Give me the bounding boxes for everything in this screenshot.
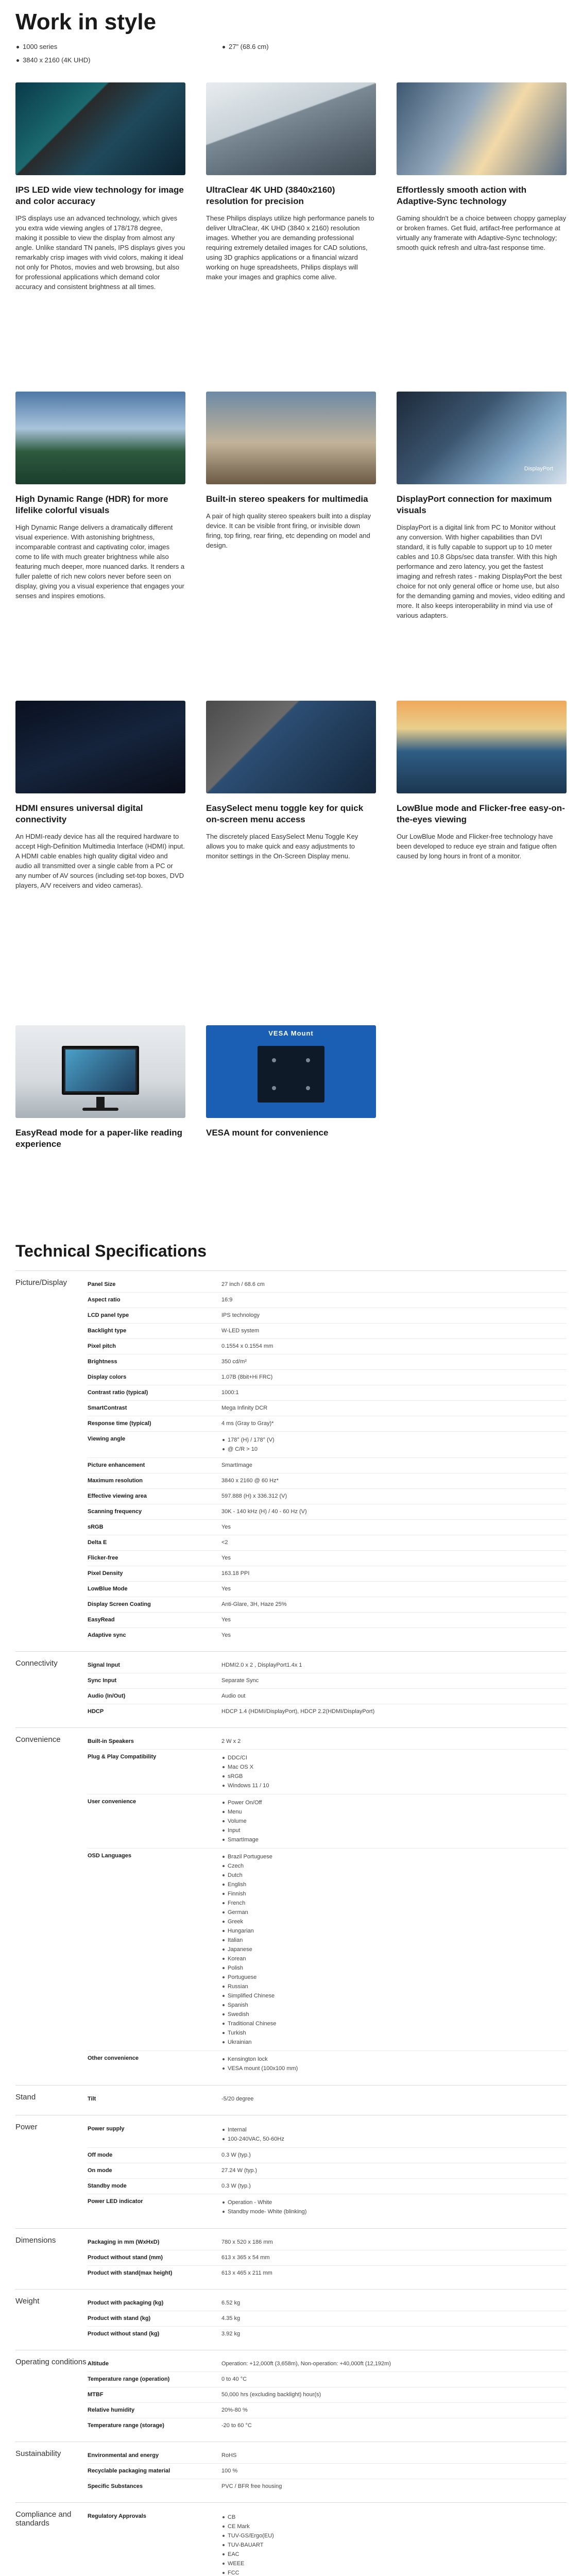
- vesa-image-label: VESA Mount: [268, 1029, 314, 1037]
- feature-description: IPS displays use an advanced technology, which gives you extra wide viewing angles of 178/178 degree, making it possible to view the display from almost any angle. Unlike standard TN panels, IPS displays gives you remarkably crisp images with vivid colors, making it ideal not only for Photos, movies and web browsing, but also for professional applications which demand color accuracy and consistent brightness at all times.: [15, 214, 185, 291]
- spec-row: [88, 1535, 567, 1550]
- spec-key: Adaptive sync: [88, 1632, 126, 1638]
- feature-image-speakers: [206, 392, 376, 484]
- spec-sections: [15, 1271, 567, 2576]
- spec-key: MTBF: [88, 2392, 104, 2398]
- spec-key: EasyRead: [88, 1617, 115, 1623]
- spec-section: [15, 2350, 567, 2442]
- spec-row: [88, 1597, 567, 1612]
- spec-row: [88, 2402, 567, 2418]
- spec-rows: [88, 2357, 567, 2433]
- spec-key: Other convenience: [88, 2055, 139, 2061]
- feature-title: HDMI ensures universal digital connectivity: [15, 803, 143, 824]
- feature-title: High Dynamic Range (HDR) for more lifelike colorful visuals: [15, 494, 168, 515]
- spec-key: Signal Input: [88, 1662, 120, 1668]
- spec-value-item: Finnish: [221, 1889, 567, 1899]
- feature-image-ips: [15, 82, 185, 175]
- spec-value-item: Input: [221, 1826, 567, 1835]
- spec-value-item: Standby mode- White (blinking): [221, 2207, 567, 2216]
- spec-value: [221, 1794, 567, 1848]
- spec-row: [88, 1338, 567, 1354]
- feature-description: Gaming shouldn't be a choice between choppy gameplay or broken frames. Get fluid, artifact-free performance at virtually any framerate with Adaptive-Sync technology; smooth quick refresh and ultra-fast response time.: [397, 214, 567, 251]
- spec-section: [15, 2290, 567, 2350]
- feature-card: [397, 392, 567, 701]
- spec-row: [88, 2387, 567, 2402]
- feature-description: High Dynamic Range delivers a dramatically different visual experience. With astonishing brightness, incomparable contrast and captivating color, images come to life with much greater brightness while also featuring much deeper, more nuanced darks. It renders a fuller palette of rich new colors never before seen on display, giving you a visual experience that engages your senses and inspires emotions.: [15, 523, 185, 600]
- spec-row: [88, 1612, 567, 1628]
- spec-row: [88, 1673, 567, 1688]
- vesa-plate-icon: [258, 1046, 324, 1103]
- spec-value: 3.92 kg: [221, 2331, 241, 2337]
- spec-key: Display colors: [88, 1374, 127, 1380]
- feature-image-displayport: [397, 392, 567, 484]
- spec-value: 0.3 W (typ.): [221, 2152, 251, 2158]
- spec-key: Product with packaging (kg): [88, 2300, 164, 2306]
- spec-key: Recyclable packaging material: [88, 2468, 170, 2474]
- feature-card: [15, 1025, 185, 1221]
- feature-card: [15, 701, 185, 1010]
- spec-value-item: Czech: [221, 1861, 567, 1871]
- feature-grid: [15, 82, 567, 1010]
- spec-key: Off mode: [88, 2152, 113, 2158]
- spec-row: [88, 1431, 567, 1458]
- spec-key: Contrast ratio (typical): [88, 1389, 148, 1396]
- spec-value-item: Ukrainian: [221, 2038, 567, 2047]
- spec-value-item: sRGB: [221, 1772, 567, 1781]
- spec-row: [88, 1581, 567, 1597]
- spec-row: [88, 2311, 567, 2326]
- bullet-size: 27" (68.6 cm): [221, 40, 427, 54]
- spec-rows: [88, 1658, 567, 1719]
- spec-key: Flicker-free: [88, 1555, 118, 1561]
- spec-row: [88, 1354, 567, 1369]
- spec-key: Packaging in mm (WxHxD): [88, 2239, 160, 2245]
- spec-value: PVC / BFR free housing: [221, 2483, 282, 2489]
- spec-value: Yes: [221, 1524, 231, 1530]
- spec-section-name: Power: [15, 2123, 38, 2131]
- spec-key: LCD panel type: [88, 1312, 129, 1318]
- spec-value: Mega Infinity DCR: [221, 1405, 268, 1411]
- spec-value: Separate Sync: [221, 1677, 259, 1684]
- spec-row: [88, 1734, 567, 1749]
- spec-value: 613 x 465 x 211 mm: [221, 2270, 272, 2276]
- spec-value: RoHS: [221, 2452, 237, 2459]
- spec-value-item: SmartImage: [221, 1835, 567, 1844]
- spec-key: Panel Size: [88, 1281, 116, 1287]
- spec-section: [15, 2503, 567, 2576]
- feature-image-easyread: [15, 1025, 185, 1118]
- feature-description: DisplayPort is a digital link from PC to Monitor without any conversion. With higher capabilities than DVI standard, it is fully capable to support up to 10 meter cables and 10.8 Gbps/sec data transfer. With this high performance and zero latency, you get the fastest imaging and refresh rates - making DisplayPort the best choice for not only general office or home use, but also for the demanding gaming and movies, video editing and more. It also keeps interoperability in mind via use of various adapters.: [397, 523, 565, 619]
- spec-key: Display Screen Coating: [88, 1601, 151, 1607]
- spec-value: 27 inch / 68.6 cm: [221, 1281, 265, 1287]
- spec-value-item: FCC: [221, 2568, 567, 2576]
- spec-key: Maximum resolution: [88, 1478, 143, 1484]
- feature-card: [206, 392, 376, 701]
- spec-value-item: Dutch: [221, 1871, 567, 1880]
- spec-section: [15, 1652, 567, 1728]
- feature-card: [15, 392, 185, 701]
- feature-image-vesa: [206, 1025, 376, 1118]
- spec-row: [88, 2163, 567, 2178]
- spec-row: [88, 2194, 567, 2220]
- spec-row: [88, 2326, 567, 2342]
- spec-value: Yes: [221, 1555, 231, 1561]
- spec-value: 50,000 hrs (excluding backlight) hour(s): [221, 2392, 321, 2398]
- spec-value-item: Operation - White: [221, 2198, 567, 2207]
- spec-key: Product with stand (kg): [88, 2315, 151, 2321]
- spec-row: [88, 2250, 567, 2265]
- spec-section: [15, 2442, 567, 2503]
- spec-row: [88, 1277, 567, 1292]
- monitor-icon: [62, 1046, 139, 1095]
- spec-value-item: VESA mount (100x100 mm): [221, 2064, 567, 2073]
- spec-section: [15, 2115, 567, 2229]
- spec-value: Audio out: [221, 1693, 246, 1699]
- spec-value: 613 x 365 x 54 mm: [221, 2255, 270, 2261]
- feature-image-4k: [206, 82, 376, 175]
- feature-description: A pair of high quality stereo speakers built into a display device. It can be visible front firing, or invisible down firing, top firing, rear firing, etc depending on model and design.: [206, 512, 371, 549]
- spec-value: HDCP 1.4 (HDMI/DisplayPort), HDCP 2.2(HDMI/DisplayPort): [221, 1708, 375, 1715]
- feature-description: An HDMI-ready device has all the required hardware to accept High-Definition Multimedia Interface (HDMI) input. A HDMI cable enables high quality digital video and audio all transmitted over a single cable from a PC or any number of AV sources (including set-top boxes, DVD players, A/V receivers and video cameras).: [15, 833, 185, 889]
- spec-value: [221, 2509, 567, 2576]
- spec-value: [221, 1849, 567, 2050]
- spec-value: 4 ms (Gray to Gray)*: [221, 1420, 274, 1427]
- spec-value-item: TUV-BAUART: [221, 2540, 567, 2550]
- spec-key: Scanning frequency: [88, 1509, 142, 1515]
- spec-section-name: Operating conditions: [15, 2358, 87, 2366]
- spec-rows: [88, 2122, 567, 2220]
- feature-card: [206, 82, 376, 392]
- spec-rows: [88, 1734, 567, 2077]
- spec-key: Viewing angle: [88, 1436, 126, 1442]
- spec-row: [88, 2357, 567, 2371]
- spec-key: Specific Substances: [88, 2483, 143, 2489]
- spec-value-item: WEEE: [221, 2559, 567, 2568]
- feature-title: DisplayPort connection for maximum visuals: [397, 494, 552, 515]
- spec-key: Picture enhancement: [88, 1462, 145, 1468]
- spec-value: 597.888 (H) x 336.312 (V): [221, 1493, 287, 1499]
- spec-row: [88, 2296, 567, 2311]
- bullet-series: 1000 series: [15, 40, 221, 54]
- spec-key: Built-in Speakers: [88, 1738, 134, 1744]
- feature-title: EasySelect menu toggle key for quick on-screen menu access: [206, 803, 364, 824]
- bullet-resolution: 3840 x 2160 (4K UHD): [15, 54, 221, 67]
- spec-key: Relative humidity: [88, 2407, 135, 2413]
- spec-key: Brightness: [88, 1359, 117, 1365]
- feature-title: VESA mount for convenience: [206, 1128, 329, 1138]
- spec-row: [88, 1292, 567, 1308]
- spec-key: Audio (In/Out): [88, 1693, 126, 1699]
- feature-title: Built-in stereo speakers for multimedia: [206, 494, 368, 504]
- feature-image-adaptive-sync: [397, 82, 567, 175]
- spec-value-item: Russian: [221, 1982, 567, 1991]
- section-title-work-in-style: Work in style: [15, 9, 157, 35]
- spec-value-item: @ C/R > 10: [221, 1445, 567, 1454]
- spec-row: [88, 2265, 567, 2281]
- spec-value-item: Kensington lock: [221, 2055, 567, 2064]
- spec-key: Product without stand (mm): [88, 2255, 163, 2261]
- spec-value: 0 to 40 °C: [221, 2376, 247, 2382]
- spec-value-item: Simplified Chinese: [221, 1991, 567, 2001]
- spec-row: [88, 1400, 567, 1416]
- spec-row: [88, 1385, 567, 1400]
- spec-value: 3840 x 2160 @ 60 Hz*: [221, 1478, 279, 1484]
- feature-description: Our LowBlue Mode and Flicker-free technology have been developed to reduce eye strain and fatigue often caused by long hours in front of a monitor.: [397, 833, 557, 860]
- spec-value: W-LED system: [221, 1328, 260, 1334]
- spec-value-item: 100-240VAC, 50-60Hz: [221, 2134, 567, 2144]
- spec-row: [88, 1704, 567, 1719]
- spec-row: [88, 2050, 567, 2077]
- spec-value: 4.35 kg: [221, 2315, 241, 2321]
- spec-value: 27.24 W (typ.): [221, 2167, 258, 2174]
- spec-row: [88, 1488, 567, 1504]
- spec-value: 0.3 W (typ.): [221, 2183, 251, 2189]
- spec-key: Regulatory Approvals: [88, 2513, 146, 2519]
- spec-row: [88, 2178, 567, 2194]
- feature-grid-last-row: [15, 1025, 567, 1221]
- spec-key: Backlight type: [88, 1328, 127, 1334]
- spec-value-item: Traditional Chinese: [221, 2019, 567, 2028]
- spec-section-name: Weight: [15, 2297, 40, 2306]
- spec-key: Effective viewing area: [88, 1493, 147, 1499]
- spec-key: Tilt: [88, 2096, 96, 2102]
- feature-image-hdr: [15, 392, 185, 484]
- spec-key: On mode: [88, 2167, 112, 2174]
- spec-row: [88, 1550, 567, 1566]
- spec-section: [15, 2229, 567, 2290]
- feature-description: These Philips displays utilize high performance panels to deliver UltraClear, 4K UHD (3840 x 2160) resolution images. Whether you are demanding professional requiring extremely detailed images for CAD solutions, using 3D graphics applications or a financial wizard working on huge spreadsheets, Philips displays will make your images and graphics come alive.: [206, 214, 374, 281]
- spec-rows: [88, 2092, 567, 2107]
- spec-section-name: Dimensions: [15, 2236, 56, 2245]
- spec-row: [88, 1628, 567, 1643]
- spec-value-item: Menu: [221, 1807, 567, 1817]
- spec-value: [221, 1432, 567, 1458]
- spec-key: HDCP: [88, 1708, 104, 1715]
- spec-key: Power supply: [88, 2126, 125, 2132]
- spec-row: [88, 1504, 567, 1519]
- spec-key: User convenience: [88, 1799, 136, 1805]
- spec-row: [88, 1794, 567, 1848]
- spec-row: [88, 1458, 567, 1473]
- feature-image-easyselect: [206, 701, 376, 793]
- spec-value-item: Korean: [221, 1954, 567, 1963]
- spec-key: SmartContrast: [88, 1405, 127, 1411]
- spec-row: [88, 2463, 567, 2479]
- displayport-image-label: DisplayPort: [524, 466, 553, 472]
- feature-description: The discretely placed EasySelect Menu Toggle Key allows you to make quick and easy adjustments to monitor settings in the On-Screen Display menu.: [206, 833, 358, 860]
- spec-key: LowBlue Mode: [88, 1586, 128, 1592]
- spec-value: 30K - 140 kHz (H) / 40 - 60 Hz (V): [221, 1509, 307, 1515]
- spec-row: [88, 1323, 567, 1338]
- spec-value: -20 to 60 °C: [221, 2422, 252, 2429]
- spec-value: <2: [221, 1539, 228, 1546]
- spec-value-item: CE Mark: [221, 2522, 567, 2531]
- spec-value: Yes: [221, 1617, 231, 1623]
- spec-rows: [88, 1277, 567, 1643]
- feature-image-hdmi: [15, 701, 185, 793]
- spec-value: 0.1554 x 0.1554 mm: [221, 1343, 273, 1349]
- feature-title: LowBlue mode and Flicker-free easy-on-the-eyes viewing: [397, 803, 565, 824]
- spec-row: [88, 2147, 567, 2163]
- spec-key: Aspect ratio: [88, 1297, 121, 1303]
- spec-key: Altitude: [88, 2361, 109, 2367]
- spec-section: [15, 2086, 567, 2115]
- spec-row: [88, 2235, 567, 2250]
- spec-key: Plug & Play Compatibility: [88, 1754, 157, 1760]
- spec-value: Operation: +12,000ft (3,658m), Non-operation: +40,000ft (12,192m): [221, 2361, 391, 2367]
- spec-row: [88, 2418, 567, 2433]
- spec-value-item: Polish: [221, 1963, 567, 1973]
- spec-value-item: Italian: [221, 1936, 567, 1945]
- spec-key: Response time (typical): [88, 1420, 151, 1427]
- spec-value-item: Hungarian: [221, 1926, 567, 1936]
- spec-row: [88, 2479, 567, 2494]
- spec-row: [88, 2092, 567, 2107]
- spec-value-item: Volume: [221, 1817, 567, 1826]
- spec-row: [88, 2122, 567, 2147]
- spec-value-item: TUV-GS/Ergo(EU): [221, 2531, 567, 2540]
- spec-key: sRGB: [88, 1524, 104, 1530]
- spec-row: [88, 1566, 567, 1581]
- spec-value-item: Mac OS X: [221, 1762, 567, 1772]
- spec-row: [88, 1369, 567, 1385]
- spec-key: Pixel pitch: [88, 1343, 116, 1349]
- spec-section: [15, 1728, 567, 2086]
- spec-value: 1.07B (8bit+Hi FRC): [221, 1374, 273, 1380]
- feature-card: [206, 701, 376, 1010]
- spec-key: Product with stand(max height): [88, 2270, 173, 2276]
- spec-section-name: Picture/Display: [15, 1278, 67, 1287]
- spec-key: Power LED indicator: [88, 2198, 143, 2205]
- feature-title: UltraClear 4K UHD (3840x2160) resolution for precision: [206, 185, 335, 206]
- spec-key: Temperature range (storage): [88, 2422, 164, 2429]
- spec-value-item: Brazil Portuguese: [221, 1852, 567, 1861]
- spec-row: [88, 1416, 567, 1431]
- spec-value-item: Power On/Off: [221, 1798, 567, 1807]
- spec-value: 350 cd/m²: [221, 1359, 247, 1365]
- spec-value-item: Windows 11 / 10: [221, 1781, 567, 1790]
- spec-section-name: Convenience: [15, 1735, 61, 1744]
- spec-row: [88, 2371, 567, 2387]
- spec-value: [221, 2051, 567, 2077]
- spec-value: Anti-Glare, 3H, Haze 25%: [221, 1601, 287, 1607]
- spec-value: 2 W x 2: [221, 1738, 241, 1744]
- spec-value-item: Turkish: [221, 2028, 567, 2038]
- spec-row: [88, 1308, 567, 1323]
- spec-value: HDMI2.0 x 2 , DisplayPort1.4x 1: [221, 1662, 302, 1668]
- spec-rows: [88, 2296, 567, 2342]
- spec-row: [88, 1749, 567, 1794]
- spec-rows: [88, 2509, 567, 2576]
- spec-section: [15, 1271, 567, 1652]
- spec-value-item: EAC: [221, 2550, 567, 2559]
- spec-value: 16:9: [221, 1297, 233, 1303]
- spec-value: Yes: [221, 1632, 231, 1638]
- spec-value-item: 178° (H) / 178° (V): [221, 1435, 567, 1445]
- spec-row: [88, 2509, 567, 2576]
- spec-row: [88, 1658, 567, 1673]
- feature-title: IPS LED wide view technology for image and color accuracy: [15, 185, 184, 206]
- spec-value: [221, 2122, 567, 2147]
- spec-row: [88, 1473, 567, 1488]
- spec-value: SmartImage: [221, 1462, 252, 1468]
- spec-value-item: Spanish: [221, 2001, 567, 2010]
- spec-value: -5/20 degree: [221, 2096, 254, 2102]
- feature-card: [397, 701, 567, 1010]
- spec-row: [88, 1688, 567, 1704]
- spec-rows: [88, 2235, 567, 2281]
- spec-value-item: English: [221, 1880, 567, 1889]
- spec-section-name: Stand: [15, 2093, 36, 2102]
- spec-value-item: German: [221, 1908, 567, 1917]
- spec-value-item: Portuguese: [221, 1973, 567, 1982]
- spec-value-item: DDC/CI: [221, 1753, 567, 1762]
- spec-value: IPS technology: [221, 1312, 260, 1318]
- feature-title: EasyRead mode for a paper-like reading experience: [15, 1128, 183, 1149]
- spec-key: Environmental and energy: [88, 2452, 159, 2459]
- spec-value: 1000:1: [221, 1389, 239, 1396]
- spec-value-item: CB: [221, 2513, 567, 2522]
- spec-section-name: Compliance and standards: [15, 2510, 72, 2528]
- spec-value: 100 %: [221, 2468, 238, 2474]
- spec-value-item: Greek: [221, 1917, 567, 1926]
- spec-value-item: Internal: [221, 2125, 567, 2134]
- spec-value-item: Japanese: [221, 1945, 567, 1954]
- feature-card: [15, 82, 185, 392]
- spec-key: OSD Languages: [88, 1853, 131, 1859]
- spec-value: 163.18 PPI: [221, 1570, 250, 1577]
- spec-value: 6.52 kg: [221, 2300, 241, 2306]
- section-title-tech-specs: Technical Specifications: [15, 1242, 207, 1260]
- spec-section-name: Connectivity: [15, 1659, 58, 1668]
- spec-key: Standby mode: [88, 2183, 127, 2189]
- spec-row: [88, 1848, 567, 2050]
- spec-key: Temperature range (operation): [88, 2376, 170, 2382]
- key-specs-bullets: [15, 40, 567, 67]
- spec-key: Delta E: [88, 1539, 107, 1546]
- feature-title: Effortlessly smooth action with Adaptive-Sync technology: [397, 185, 527, 206]
- spec-rows: [88, 2448, 567, 2494]
- spec-value: [221, 2194, 567, 2220]
- spec-value: Yes: [221, 1586, 231, 1592]
- spec-value-item: French: [221, 1899, 567, 1908]
- spec-value: 20%-80 %: [221, 2407, 248, 2413]
- spec-value: 780 x 520 x 186 mm: [221, 2239, 273, 2245]
- spec-key: Sync Input: [88, 1677, 117, 1684]
- spec-row: [88, 1519, 567, 1535]
- spec-row: [88, 2448, 567, 2463]
- spec-value: [221, 1750, 567, 1794]
- feature-card: [397, 82, 567, 392]
- feature-image-lowblue: [397, 701, 567, 793]
- spec-value-item: Swedish: [221, 2010, 567, 2019]
- spec-key: Product without stand (kg): [88, 2331, 160, 2337]
- spec-key: Pixel Density: [88, 1570, 123, 1577]
- feature-card: [206, 1025, 376, 1221]
- spec-section-name: Sustainability: [15, 2449, 61, 2458]
